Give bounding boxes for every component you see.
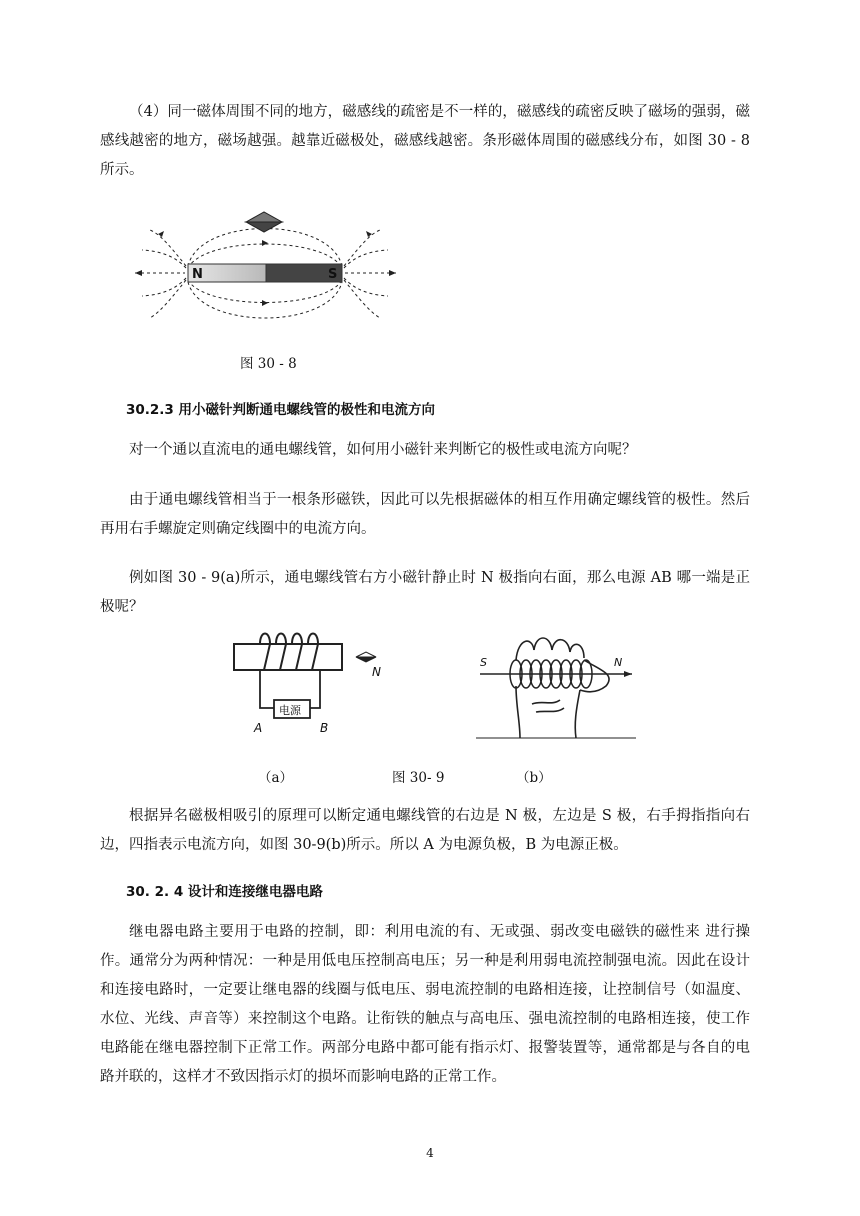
paragraph-question: 对一个通以直流电的通电螺线管，如何用小磁针来判断它的极性或电流方向呢？ [129, 442, 637, 458]
figure-bar-magnet [130, 206, 400, 328]
solenoid-coil [260, 634, 318, 671]
terminal-b-label: B [320, 721, 329, 735]
paragraph-solenoid-as-magnet: 由于通电螺线管相当于一根条形磁铁，因此可以先根据磁体的相互作用确定螺线管的极性。然后再用右手螺旋定则确定线圈中的电流方向。 [100, 492, 750, 537]
magnet-s-label: S [328, 267, 338, 282]
small-compass-needle [356, 652, 376, 662]
power-source-label: 电源 [279, 704, 301, 717]
paragraph-magnetic-field-density: （4）同一磁体周围不同的地方，磁感线的疏密是不一样的，磁感线的疏密反映了磁场的强弱，磁感线越密的地方，磁场越强。越靠近磁极处，磁感线越密。条形磁体周围的磁感线分布，如图 30 - 8 所示。 [100, 104, 750, 178]
figure-solenoid-circuit [230, 630, 390, 740]
hand-outline [516, 638, 609, 738]
hand-n-label: N [614, 656, 623, 669]
figure-30-9a-label: （a） [258, 770, 294, 786]
figure-30-8-caption: 图 30 - 8 [240, 356, 297, 372]
paragraph-conclusion: 根据异名磁极相吸引的原理可以断定通电螺线管的右边是 N 极，左边是 S 极，右手拇指指向右边，四指表示电流方向，如图 30-9(b)所示。所以 A 为电源负极，B 为电源正极。 [100, 808, 750, 853]
magnet-n-label: N [192, 267, 203, 282]
terminal-a-label: A [254, 721, 263, 735]
section-heading-30-2-3: 30.2.3 用小磁针判断通电螺线管的极性和电流方向 [126, 402, 436, 418]
needle-n-label: N [372, 665, 381, 679]
paragraph-example: 例如图 30 - 9(a)所示，通电螺线管右方小磁针静止时 N 极指向右面，那么电源 AB 哪一端是正极呢？ [100, 570, 750, 615]
page-number: 4 [426, 1146, 434, 1160]
section-heading-30-2-4: 30. 2. 4 设计和连接继电器电路 [126, 884, 323, 900]
figure-30-9-caption: 图 30- 9 [392, 770, 445, 786]
figure-30-9b-label: （b） [516, 770, 552, 786]
hand-s-label: S [480, 656, 487, 669]
solenoid-core [234, 644, 342, 670]
figure-right-hand-rule [476, 630, 636, 740]
paragraph-relay-circuit: 继电器电路主要用于电路的控制，即：利用电流的有、无或强、弱改变电磁铁的磁性来 进行操作。通常分为两种情况：一种是用低电压控制高电压；另一种是利用弱电流控制强电流。因此在设计和连接电路时，一定要让继电器的线圈与低电压、弱电流控制的电路相连接，让控制信号（如温度、水位、光线、声音等）来控制这个电路。让衔铁的触点与高电压、强电流控制的电路相连接，使工作电路能在继电器控制下正常工作。两部分电路中都可能有指示灯、报警装置等，通常都是与各自的电路并联的，这样才不致因指示灯的损坏而影响电路的正常工作。 [100, 924, 750, 1085]
